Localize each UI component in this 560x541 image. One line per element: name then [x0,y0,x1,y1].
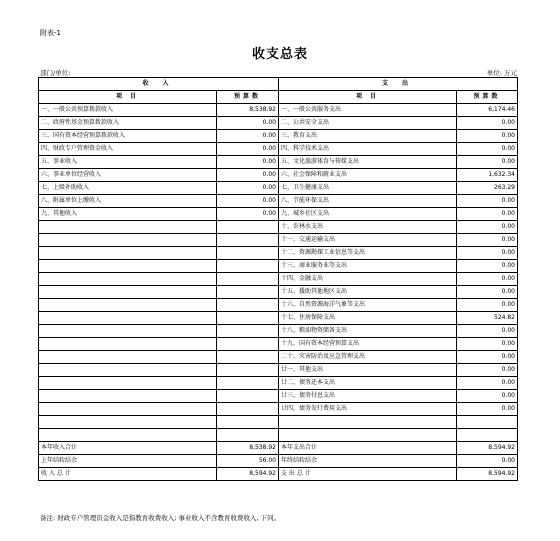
expense-amount-cell: 0.00 [457,351,518,364]
income-item-cell: 一、一般公共预算拨款收入 [39,104,217,117]
expense-item-cell: 二、公共安全支出 [279,117,457,130]
income-item-cell: 八、附属单位上缴收入 [39,195,217,208]
expense-item-cell: 九、城乡社区支出 [279,208,457,221]
table-row [39,468,518,481]
page-title: 收支总表 [251,47,308,62]
expense-item-cell: 廿二、债务还本支出 [279,377,457,390]
table-row [39,299,518,312]
income-item-cell: 九、其他收入 [39,208,217,221]
expense-item-cell: 十四、金融支出 [279,273,457,286]
expense-item-cell: 廿一、其他支出 [279,364,457,377]
income-item-cell [39,234,217,247]
table-row [39,351,518,364]
expense-header: 支 出 [279,78,518,91]
expense-item-cell: 支 出 总 计 [279,468,457,481]
expense-item-cell: 年终结转结余 [279,455,457,468]
table-row [39,182,518,195]
unit-label: 单位: 万元 [486,69,517,77]
expense-item-cell: 廿四、债务发行费用支出 [279,403,457,416]
income-amount-cell: 8,538.92 [217,104,279,117]
income-item-cell: 二、政府性基金预算拨款收入 [39,117,217,130]
income-amount-cell [217,273,279,286]
table-row [39,429,518,442]
table-row [39,143,518,156]
income-item-cell [39,403,217,416]
income-amount-cell [217,403,279,416]
income-amount-cell [217,429,279,442]
income-amount-cell [217,234,279,247]
income-amount-cell: 0.00 [217,130,279,143]
table-row [39,221,518,234]
expense-item-cell: 三、教育支出 [279,130,457,143]
budget-summary-table [38,77,518,481]
income-amount-cell: 0.00 [217,195,279,208]
table-row [39,247,518,260]
income-item-cell [39,390,217,403]
income-item-cell [39,221,217,234]
income-item-cell: 四、财政专户管理资金收入 [39,143,217,156]
expense-amount-cell: 1,632.34 [457,169,518,182]
table-row [39,208,518,221]
expense-amount-cell: 0.00 [457,299,518,312]
income-amount-cell [217,260,279,273]
income-item-cell: 三、国有资本经营预算拨款收入 [39,130,217,143]
table-row [39,377,518,390]
income-amount-cell: 0.00 [217,143,279,156]
expense-item-cell: 五、文化旅游体育与传媒支出 [279,156,457,169]
table-row [39,390,518,403]
income-item-cell: 上年结转结余 [39,455,217,468]
table-row [39,403,518,416]
expense-amount-cell: 0.00 [457,117,518,130]
expense-item-cell: 本年支出合计 [279,442,457,455]
expense-item-cell: 十五、援助其他地区支出 [279,286,457,299]
income-item-cell [39,429,217,442]
income-amount-cell [217,247,279,260]
expense-item-cell: 二十、灾害防治及应急管理支出 [279,351,457,364]
income-amount-cell [217,416,279,429]
expense-amount-cell: 0.00 [457,390,518,403]
expense-item-cell: 廿三、债务付息支出 [279,390,457,403]
expense-amount-cell: 0.00 [457,208,518,221]
table-row [39,442,518,455]
income-amount-cell: 8,594.92 [217,468,279,481]
table-row [39,104,518,117]
income-item-cell [39,247,217,260]
expense-item-cell: 十九、国有资本经营预算支出 [279,338,457,351]
income-amount-cell [217,221,279,234]
table-row [39,195,518,208]
table-body [39,104,518,481]
table-row [39,117,518,130]
income-budget-header: 预算数 [217,91,279,104]
table-row [39,260,518,273]
expense-amount-cell: 0.00 [457,130,518,143]
expense-amount-cell: 0.00 [457,234,518,247]
expense-amount-cell: 0.00 [457,247,518,260]
expense-amount-cell [457,416,518,429]
income-amount-cell [217,325,279,338]
income-amount-cell: 8,538.92 [217,442,279,455]
expense-item-cell: 八、节能环保支出 [279,195,457,208]
expense-budget-header: 预算数 [457,91,518,104]
expense-item-cell [279,429,457,442]
income-item-cell: 五、事业收入 [39,156,217,169]
income-amount-cell [217,390,279,403]
income-amount-cell [217,351,279,364]
income-amount-cell: 0.00 [217,156,279,169]
table-row [39,338,518,351]
income-amount-cell [217,364,279,377]
expense-amount-cell: 0.00 [457,455,518,468]
expense-item-cell: 四、科学技术支出 [279,143,457,156]
income-item-cell: 收 入 总 计 [39,468,217,481]
income-amount-cell [217,286,279,299]
table-row [39,364,518,377]
expense-amount-cell: 0.00 [457,325,518,338]
expense-amount-cell: 8,594.92 [457,442,518,455]
expense-item-cell: 十六、自然资源海洋气象等支出 [279,299,457,312]
income-header: 收 入 [39,78,279,91]
income-item-cell [39,260,217,273]
department-label: 部门/单位: [40,69,71,77]
expense-item-cell: 十一、交通运输支出 [279,234,457,247]
table-row [39,169,518,182]
expense-item-cell: 十七、住房保障支出 [279,312,457,325]
income-item-cell [39,286,217,299]
income-amount-cell: 0.00 [217,208,279,221]
expense-amount-cell: 0.00 [457,364,518,377]
expense-amount-cell: 0.00 [457,286,518,299]
expense-amount-cell: 0.00 [457,143,518,156]
expense-amount-cell: 8,594.92 [457,468,518,481]
income-amount-cell [217,338,279,351]
income-amount-cell: 0.00 [217,169,279,182]
table-row [39,156,518,169]
income-amount-cell: 56.00 [217,455,279,468]
expense-amount-cell: 0.00 [457,403,518,416]
expense-amount-cell: 0.00 [457,260,518,273]
expense-amount-cell: 0.00 [457,221,518,234]
income-item-cell [39,299,217,312]
expense-item-header: 项 目 [279,91,457,104]
income-item-cell: 七、上级补助收入 [39,182,217,195]
table-row [39,273,518,286]
expense-item-cell: 一、一般公共服务支出 [279,104,457,117]
expense-item-cell: 十三、商业服务业等支出 [279,260,457,273]
table-row [39,416,518,429]
expense-amount-cell: 0.00 [457,195,518,208]
expense-item-cell: 六、社会保障和就业支出 [279,169,457,182]
expense-amount-cell: 0.00 [457,156,518,169]
expense-amount-cell: 0.00 [457,273,518,286]
column-header-row [39,91,518,104]
income-amount-cell [217,312,279,325]
expense-amount-cell: 0.00 [457,338,518,351]
expense-item-cell: 七、卫生健康支出 [279,182,457,195]
income-item-cell [39,351,217,364]
income-item-cell [39,364,217,377]
table-row [39,234,518,247]
income-item-cell: 本年收入合计 [39,442,217,455]
footnote: 备注: 财政专户管理资金收入是指教育收费收入; 事业收入不含教育收费收入, 下同。 [40,514,281,522]
section-header-row [39,78,518,91]
expense-item-cell [279,416,457,429]
expense-amount-cell: 263.29 [457,182,518,195]
income-item-cell [39,312,217,325]
table-row [39,130,518,143]
expense-item-cell: 十、农林水支出 [279,221,457,234]
expense-amount-cell [457,429,518,442]
income-item-cell [39,273,217,286]
table-row [39,455,518,468]
income-item-header: 项 目 [39,91,217,104]
expense-item-cell: 十八、粮油物资储备支出 [279,325,457,338]
attachment-label: 附表-1 [40,29,61,37]
expense-item-cell: 十二、资源勘探工业信息等支出 [279,247,457,260]
expense-amount-cell: 6,174.46 [457,104,518,117]
income-item-cell [39,377,217,390]
income-item-cell: 六、事业单位经营收入 [39,169,217,182]
expense-amount-cell: 0.00 [457,377,518,390]
table-row [39,286,518,299]
table-row [39,312,518,325]
income-item-cell [39,338,217,351]
table-row [39,325,518,338]
income-item-cell [39,416,217,429]
income-amount-cell: 0.00 [217,117,279,130]
income-amount-cell: 0.00 [217,182,279,195]
income-amount-cell [217,299,279,312]
income-item-cell [39,325,217,338]
expense-amount-cell: 524.82 [457,312,518,325]
income-amount-cell [217,377,279,390]
